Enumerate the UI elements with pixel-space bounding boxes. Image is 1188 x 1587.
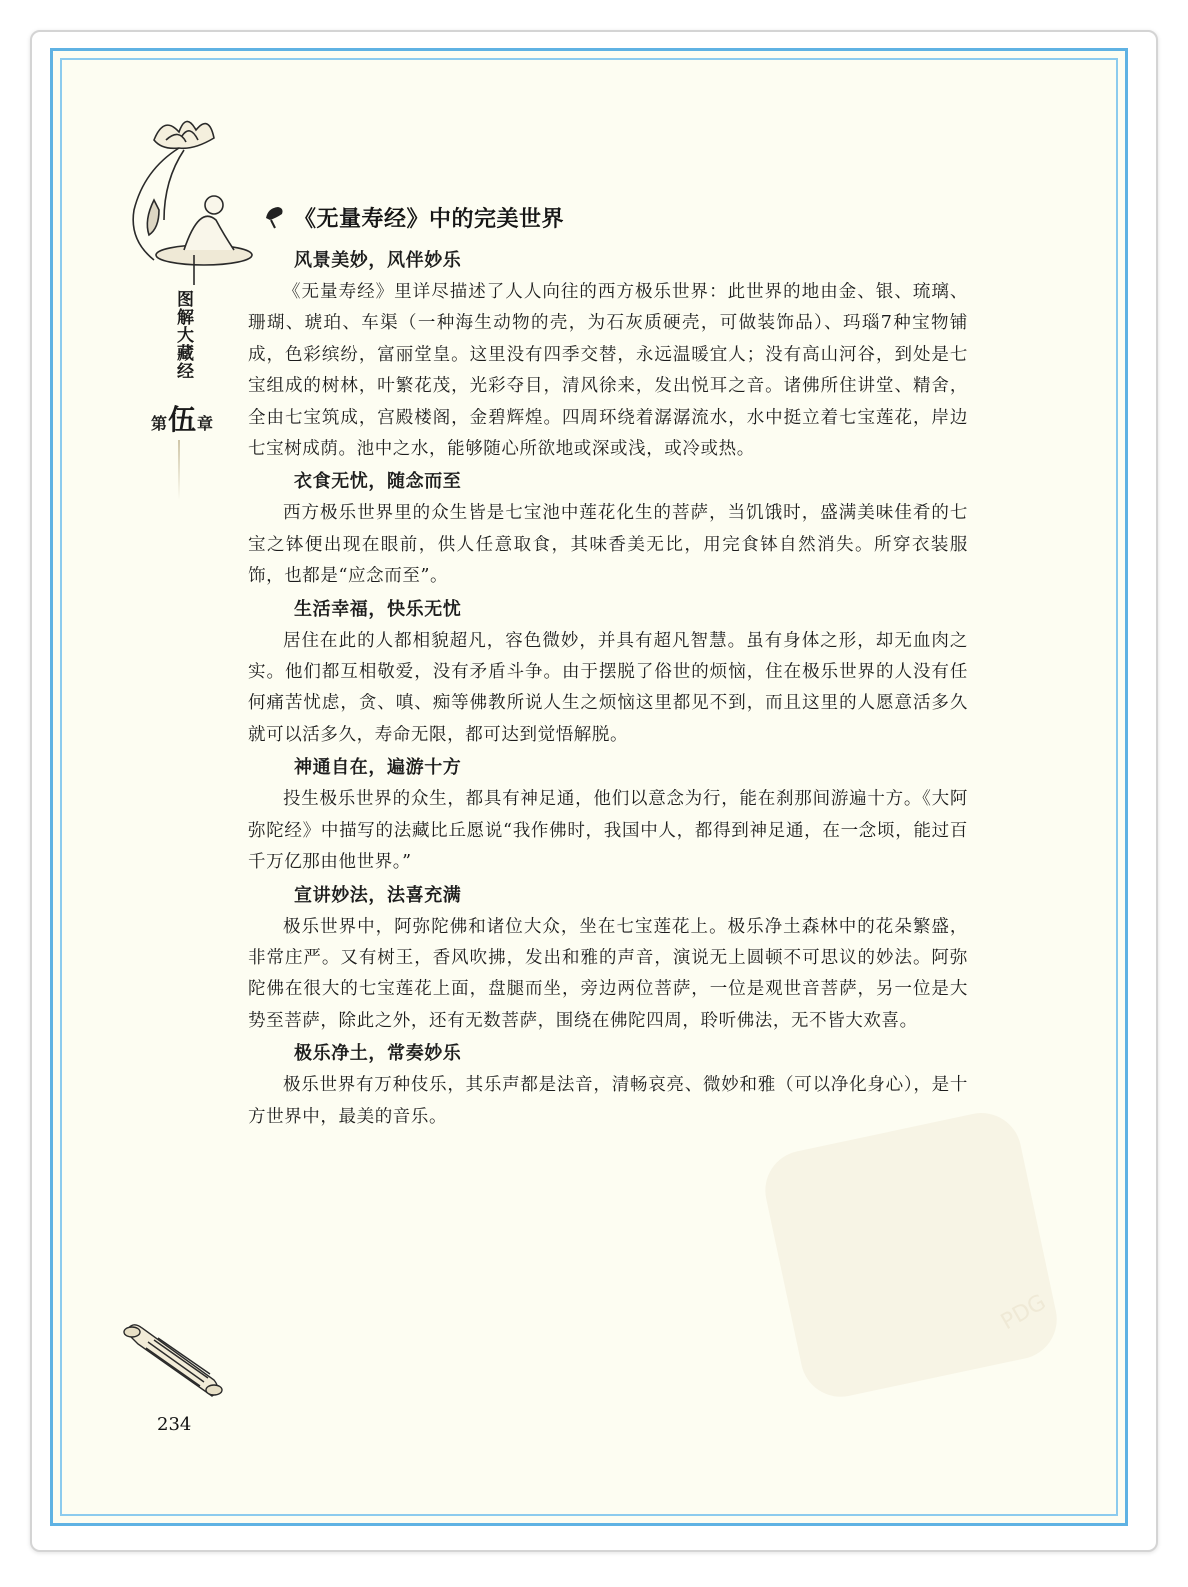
subheading: 风景美妙，风伴妙乐 (294, 250, 462, 271)
subheading: 宣讲妙法，法喜充满 (294, 884, 462, 906)
paragraph: 极乐世界有万种伎乐，其乐声都是法音，清畅哀亮、微妙和雅（可以净化身心），是十方世界中，最美的音乐。 (248, 1075, 968, 1127)
page-number: 234 (157, 1414, 192, 1435)
subheading: 极乐净土，常奏妙乐 (294, 1043, 462, 1065)
paragraph: 《无量寿经》里详尽描述了人人向往的西方极乐世界：此世界的地由金、银、琉璃、珊瑚、琥珀、车渠（一种海生动物的壳，为石灰质硬壳，可做装饰品）、玛瑙7种宝物铺成，色彩缤纷，富丽堂皇。这里没有四季交替，永远温暖宜人；没有高山河谷，到处是七宝组成的树林，叶繁花茂，光彩夺目，清风徐来，发出悦耳之音。诸佛所住讲堂、精舍，全由七宝筑成，宫殿楼阁，金碧辉煌。四周环绕着潺潺流水，水中挺立着七宝莲花，岸边七宝树成荫。池中之水，能够随心所欲地或深或浅，或冷或热。 (248, 282, 968, 460)
seal-watermark (760, 1100, 1060, 1400)
scroll-icon (118, 1318, 228, 1400)
paragraph: 极乐世界中，阿弥陀佛和诸位大众，坐在七宝莲花上。极乐净土森林中的花朵繁盛，非常庄严。又有树王，香风吹拂，发出和雅的声音，演说无上圆顿不可思议的妙法。阿弥陀佛在很大的七宝莲花上面，盘腿而坐，旁边两位菩萨，一位是观世音菩萨，另一位是大势至菩萨，除此之外，还有无数菩萨，围绕在佛陀四周，聆听佛法，无不皆大欢喜。 (248, 916, 968, 1031)
sidebar-chapter-label (142, 398, 222, 438)
watermark-text: PDG (996, 1289, 1051, 1336)
ink-brush-icon (262, 204, 288, 230)
subheading: 生活幸福，快乐无忧 (294, 598, 462, 620)
lotus-figure-illustration (124, 110, 264, 290)
subheading: 神通自在，遍游十方 (294, 757, 462, 779)
chapter-number: 伍 (167, 403, 196, 436)
section-title (262, 197, 564, 237)
main-content (248, 244, 968, 1133)
sidebar-book-title: 图解大藏经 (173, 290, 193, 380)
section-title-text: 《无量寿经》中的完美世界 (294, 206, 565, 232)
chapter-suffix: 章 (197, 414, 214, 433)
subheading: 衣食无忧，随念而至 (294, 471, 462, 493)
paragraph: 投生极乐世界的众生，都具有神足通，他们以意念为行，能在刹那间游遍十方。《大阿弥陀经》中描写的法藏比丘愿说“我作佛时，我国中人，都得到神足通，在一念顷，能过百千万亿那由他世界。” (248, 789, 968, 873)
sidebar-divider (178, 440, 180, 500)
paragraph: 居住在此的人都相貌超凡，容色微妙，并具有超凡智慧。虽有身体之形，却无血肉之实。他们都互相敬爱，没有矛盾斗争。由于摆脱了俗世的烦恼，住在极乐世界的人没有任何痛苦忧虑，贪、嗔、痴等佛教所说人生之烦恼这里都见不到，而且这里的人愿意活多久就可以活多久，寿命无限，都可达到觉悟解脱。 (248, 630, 968, 745)
paragraph: 西方极乐世界里的众生皆是七宝池中莲花化生的菩萨，当饥饿时，盛满美味佳肴的七宝之钵便出现在眼前，供人任意取食，其味香美无比，用完食钵自然消失。所穿衣装服饰，也都是“应念而至”。 (248, 503, 968, 587)
chapter-prefix: 第 (150, 414, 167, 433)
